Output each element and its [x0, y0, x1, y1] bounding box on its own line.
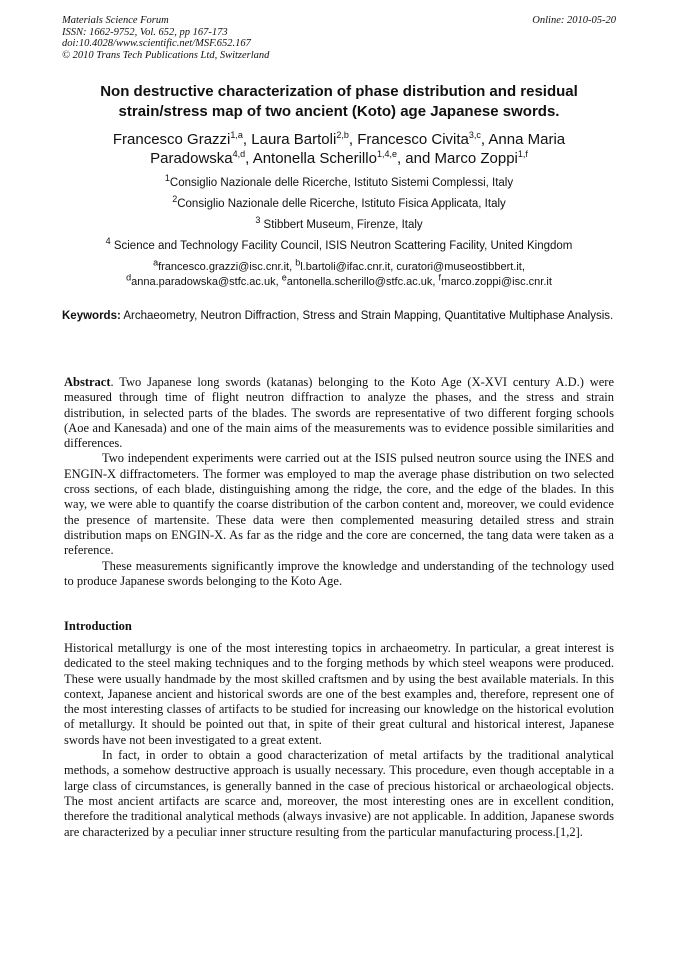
affiliation-1: $^1$Consiglio Nazionale delle Ricerche, Istituto Sistemi Complessi, Italy — [164, 173, 514, 189]
affiliation-3: $^3$ Stibbert Museum, Firenze, Italy — [255, 215, 423, 231]
abstract-paragraph: These measurements significantly improve the knowledge and understanding of the technology used to produce Japanese swords belonging to the Koto Age. — [64, 558, 614, 588]
author-name: Anna Maria Paradowska — [150, 131, 566, 167]
journal-name: Materials Science Forum — [62, 15, 169, 26]
author-affiliation-mark: 1,f — [517, 149, 528, 159]
affiliation-4: $^4$ Science and Technology Facility Council, ISIS Neutron Scattering Facility, United Kingdom — [105, 236, 573, 252]
author-emails: $^a$francesco.grazzi@isc.cnr.it, $^b$l.bartoli@ifac.cnr.it, curatori@museostibbert.it, $^d$anna.paradowska@stfc.ac.uk, $^e$antonella.scherillo@stfc.ac.uk, $^f$marco.zoppi@isc.cnr.it — [126, 257, 552, 288]
doi-line[interactable]: doi:10.4028/www.scientific.net/MSF.652.167 — [62, 38, 251, 49]
email-link[interactable]: anna.paradowska@stfc.ac.uk — [131, 276, 276, 288]
copyright-line: © 2010 Trans Tech Publications Ltd, Switzerland — [62, 49, 270, 61]
introduction-paragraph: In fact, in order to obtain a good characterization of metal artifacts by the traditional analytical methods, a somehow destructive approach is usually necessary. This procedure, even though acceptable in a large class of circumstances, is generally banned in the case of precious historical or archaeological objects. The most ancient artifacts are scarce and, moreover, the most interesting ones are in excellent condition, therefore the traditional analytical methods (always invasive) are not applicable. In addition, Japanese swords are characterized by a peculiar inner structure resulting from the particular manufacturing process.[1,2]. — [64, 748, 614, 839]
email-link[interactable]: antonella.scherillo@stfc.ac.uk — [286, 276, 433, 288]
email-link[interactable]: l.bartoli@ifac.cnr.it — [300, 261, 391, 273]
abstract-paragraph: Two independent experiments were carried out at the ISIS pulsed neutron source using the INES and ENGIN-X diffractometers. The former was employed to map the average phase distribution on two selected cross sections, of each blade, distinguishing among the ridge, the core, and the edge of the blades. In this way, we were able to quantify the coarse distribution of the carbon content and, moreover, we could evidence the presence of martensite. These data were then complemented measuring detailed stress and strain distribution maps on ENGIN-X. As far as the ridge and the core are concerned, the tang data were taken as a reference. — [64, 451, 614, 558]
issn-line: ISSN: 1662-9752, Vol. 652, pp 167-173 — [62, 26, 228, 38]
introduction-section — [64, 641, 614, 840]
introduction-paragraph: Historical metallurgy is one of the most interesting topics in archaeometry. In particular, a great interest is dedicated to the steel making techniques and to the forging methods by which steel weapons were produced. These were usually handmade by the most skilled craftsmen and by using the best available materials. In this context, Japanese ancient and historical swords are one of the best examples and, therefore, represent one of the most interesting classes of artifacts to be studied for increasing our knowledge on the historical evolution of metallurgy. It should be pointed out that, in spite of their great cultural and historical interest, Japanese swords have not been investigated to a great extent. — [64, 641, 614, 747]
author-affiliation-mark: 1,a — [230, 130, 243, 140]
journal-header — [62, 15, 616, 61]
author-list: Francesco Grazzi$^{1,a}$, Laura Bartoli$^{2,b}$, Francesco Civita$^{3,c}$, Anna Maria Paradowska$^{4,d}$, Antonella Scherillo$^{1,4,e}$, and Marco Zoppi$^{1,f}$ — [112, 130, 566, 167]
paper-title: Non destructive characterization of phase distribution and residual strain/stress map of two ancient (Koto) age Japanese swords. — [100, 83, 578, 120]
author-affiliation-mark: 1,4,e — [376, 149, 397, 159]
author-name: Francesco Grazzi — [112, 131, 231, 148]
author-affiliation-mark: 4,d — [232, 149, 246, 159]
email-link[interactable]: francesco.grazzi@isc.cnr.it — [158, 261, 290, 273]
author-name: Francesco Civita — [357, 131, 469, 148]
keywords-text: Archaeometry, Neutron Diffraction, Stress and Strain Mapping, Quantitative Multiphase Analysis. — [123, 310, 614, 322]
author-name: Laura Bartoli — [251, 131, 337, 148]
abstract-label: Abstract — [64, 375, 111, 389]
affiliation-2: $^2$Consiglio Nazionale delle Ricerche, Istituto Fisica Applicata, Italy — [172, 194, 506, 210]
abstract-paragraph: . Two Japanese long swords (katanas) belonging to the Koto Age (X-XVI century A.D.) were measured through time of flight neutron diffraction to analyze the phases, and the stress and strain distribution, in selected parts of the blades. The swords are representative of two different forging schools (Aoe and Kanesada) and one of the main aims of the measurements was to evidence possible similarities and differences. — [64, 375, 614, 451]
author-name: Marco Zoppi — [434, 150, 518, 167]
keywords-label: Keywords: — [62, 310, 121, 322]
author-affiliation-mark: 2,b — [336, 130, 349, 140]
author-affiliation-mark: 3,c — [468, 130, 481, 140]
abstract-section — [64, 375, 614, 589]
author-name: Antonella Scherillo — [252, 150, 377, 167]
online-date: Online: 2010-05-20 — [532, 15, 616, 26]
email-link[interactable]: marco.zoppi@isc.cnr.it — [441, 276, 552, 288]
section-heading-introduction: Introduction — [64, 619, 132, 633]
keywords — [62, 309, 614, 324]
email-link[interactable]: curatori@museostibbert.it — [396, 261, 522, 273]
